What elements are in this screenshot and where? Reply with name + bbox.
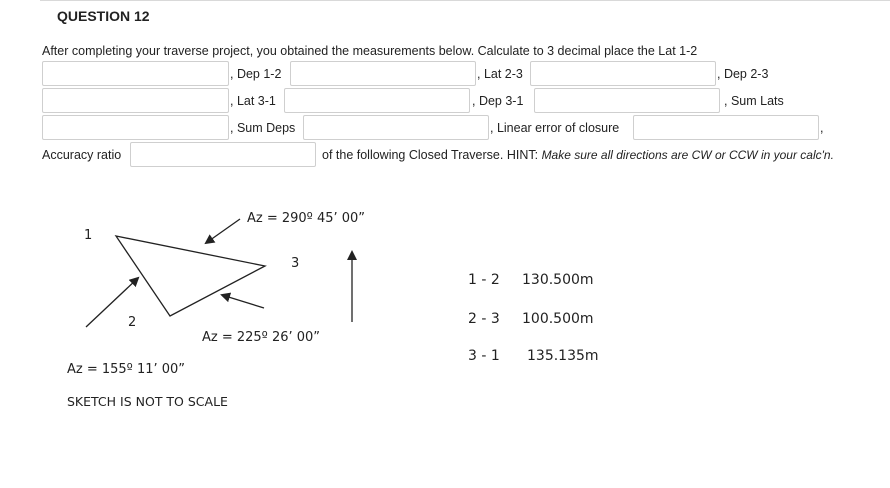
- dep-1-2-label: , Dep 1-2: [230, 67, 282, 81]
- distance-line-2-3: 2 - 3: [468, 311, 500, 327]
- distance-line-1-2: 1 - 2: [468, 272, 500, 288]
- dep-2-3-label: , Dep 2-3: [717, 67, 769, 81]
- point-3-label: 3: [291, 256, 300, 271]
- lat-2-3-label: , Lat 2-3: [477, 67, 523, 81]
- sketch-note: SKETCH IS NOT TO SCALE: [67, 394, 228, 409]
- distance-value-3-1: 135.135m: [527, 348, 599, 364]
- lat-3-1-label: , Lat 3-1: [230, 94, 276, 108]
- distance-line-3-1: 3 - 1: [468, 348, 500, 364]
- sum-lats-label: , Sum Lats: [724, 94, 784, 108]
- question-prompt: After completing your traverse project, you obtained the measurements below. Calculate to 3 decimal place the Lat 1-2: [42, 44, 698, 58]
- traverse-triangle: [116, 236, 265, 316]
- hint-text: Make sure all directions are CW or CCW in your calc'n.: [541, 148, 834, 162]
- linear-error-label: , Linear error of closure: [490, 121, 620, 135]
- closing-text-main: of the following Closed Traverse. HINT:: [322, 148, 539, 162]
- azimuth-middle-label: Az = 225º 26’ 00”: [202, 330, 321, 345]
- distance-value-2-3: 100.500m: [522, 311, 594, 327]
- accuracy-ratio-label: Accuracy ratio: [42, 148, 122, 162]
- point-2-label: 2: [128, 315, 137, 330]
- sum-deps-label: , Sum Deps: [230, 121, 296, 135]
- distance-value-1-2: 130.500m: [522, 272, 594, 288]
- trailing-comma: ,: [820, 121, 824, 135]
- question-title: QUESTION 12: [57, 8, 150, 24]
- arrow-az-1-2: [206, 219, 240, 243]
- azimuth-top-label: Az = 290º 45’ 00”: [247, 211, 366, 226]
- point-1-label: 1: [84, 228, 93, 243]
- azimuth-bottom-label: Az = 155º 11’ 00”: [67, 362, 186, 377]
- dep-3-1-label: , Dep 3-1: [472, 94, 524, 108]
- arrow-az-2-3: [222, 295, 264, 308]
